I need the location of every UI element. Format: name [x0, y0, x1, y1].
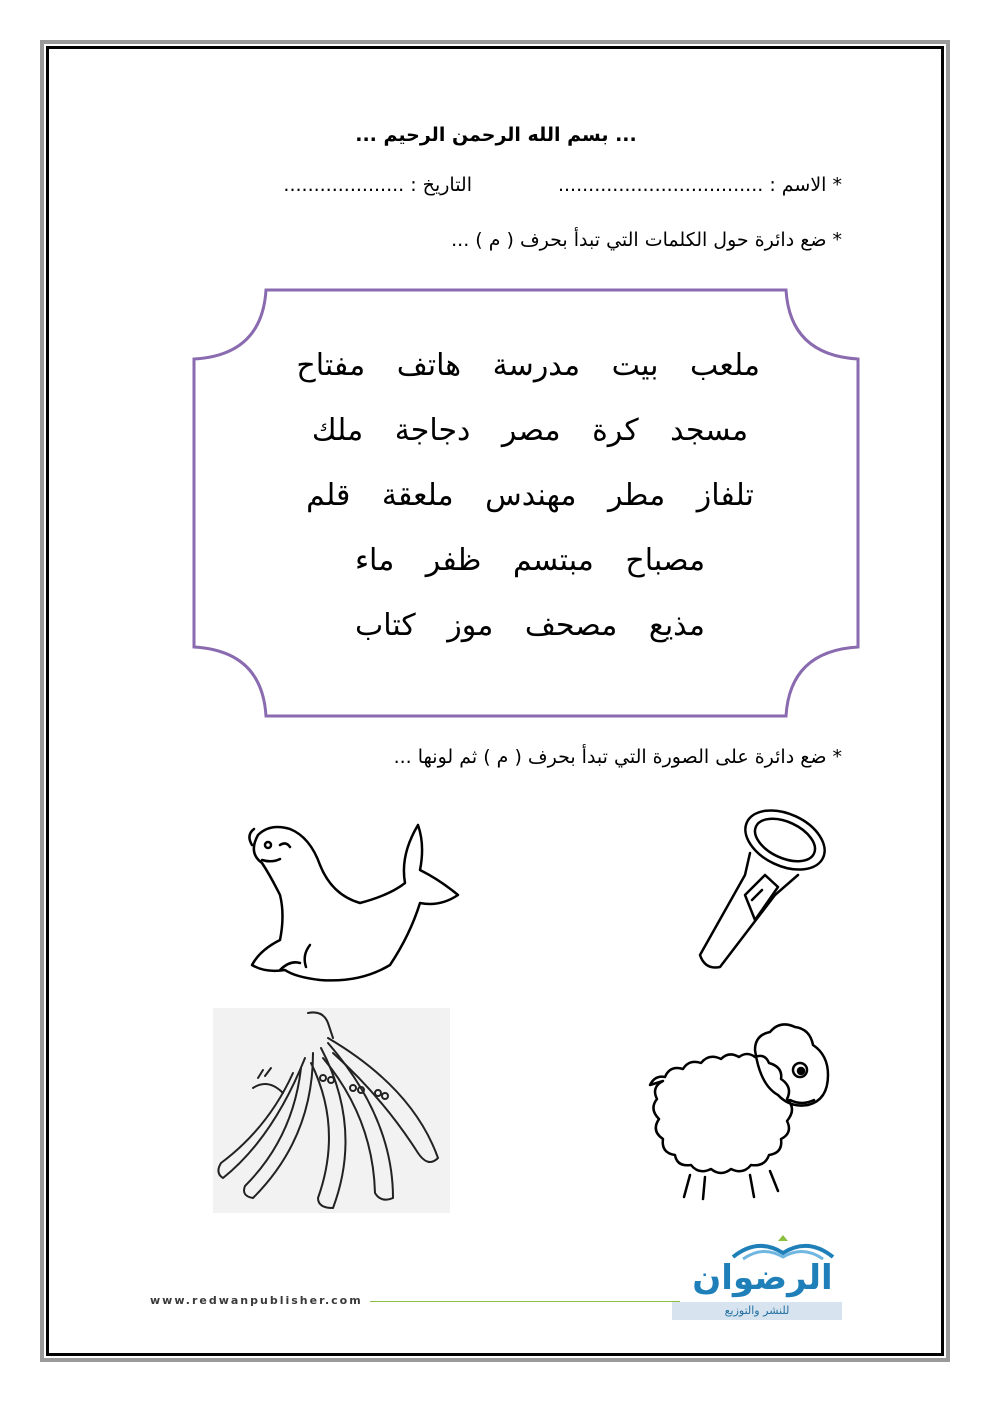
publisher-logo-tagline: للنشر والتوزيع — [672, 1302, 842, 1320]
date-field-line: التاريخ : .................... — [283, 174, 472, 196]
publisher-url[interactable]: www.redwanpublisher.com — [150, 1294, 363, 1307]
word-row-3[interactable]: تلفاز مطر مهندس ملعقة قلم — [306, 478, 754, 513]
footer-divider — [370, 1301, 680, 1302]
exercise2-instruction: * ضع دائرة على الصورة التي تبدأ بحرف ( م ) ثم لونها ... — [393, 746, 842, 768]
name-field-line: * الاسم : .................................. — [557, 174, 842, 196]
exercise1-instruction: * ضع دائرة حول الكلمات التي تبدأ بحرف ( م ) ... — [451, 229, 842, 251]
word-row-5[interactable]: مذيع مصحف موز كتاب — [354, 608, 706, 643]
word-row-2[interactable]: مسجد كرة مصر دجاجة ملك — [311, 413, 749, 448]
basmala-heading: ... بسم الله الرحمن الرحيم ... — [355, 124, 637, 146]
bananas-picture[interactable] — [213, 1008, 450, 1213]
sheep-picture[interactable] — [630, 1015, 840, 1205]
flashlight-picture[interactable] — [690, 805, 835, 975]
publisher-logo-name: الرضوان — [692, 1258, 833, 1298]
word-row-1[interactable]: ملعب بيت مدرسة هاتف مفتاح — [296, 348, 760, 383]
seal-picture[interactable] — [240, 815, 465, 990]
word-row-4[interactable]: مصباح مبتسم ظفر ماء — [354, 543, 706, 578]
